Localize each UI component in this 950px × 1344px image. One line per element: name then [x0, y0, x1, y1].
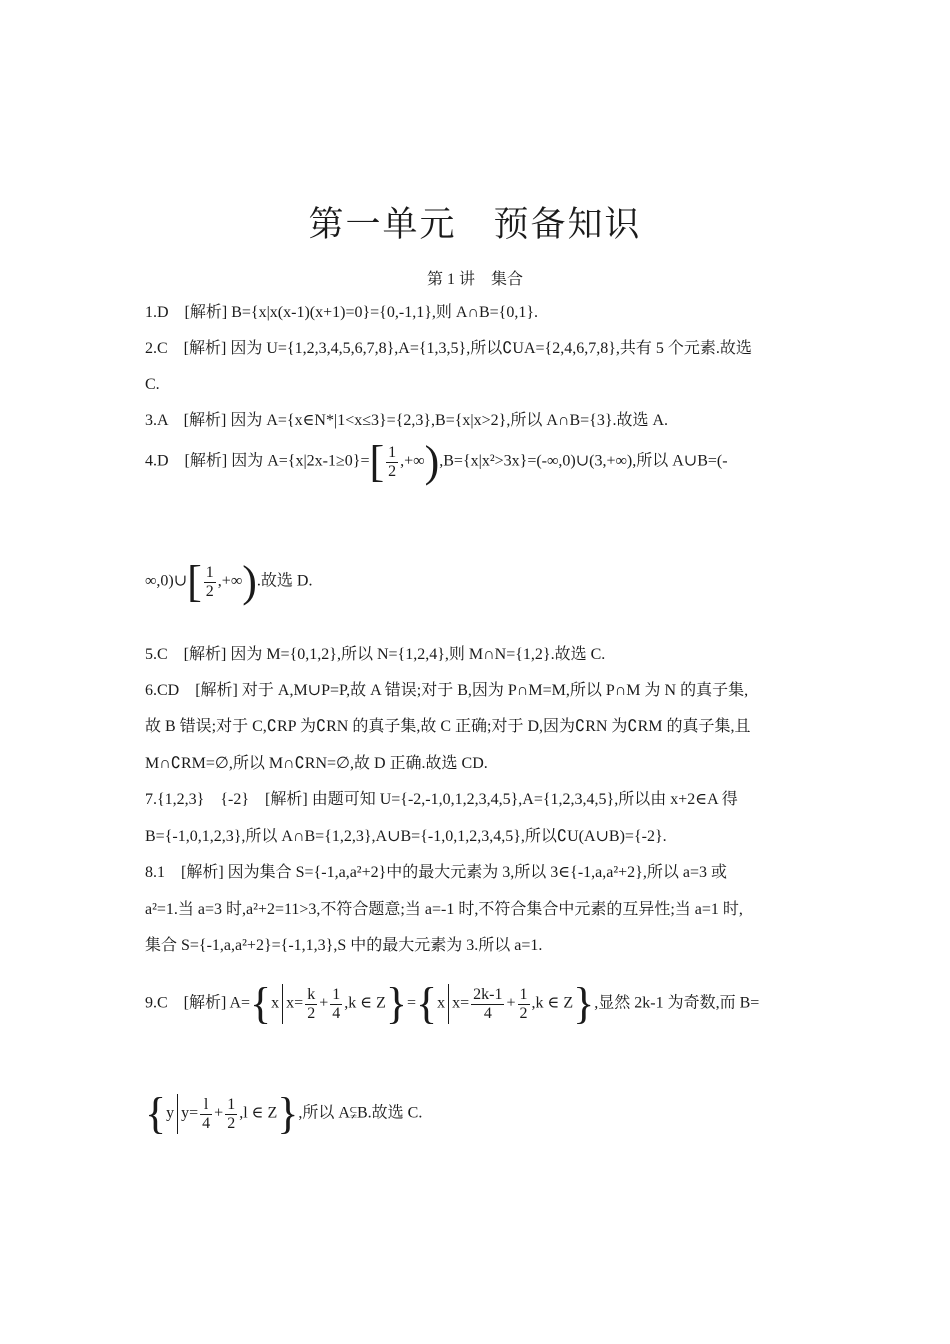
answer-9-text-c: ,所以 A⫋B.故选 C. [298, 1104, 423, 1122]
answer-7-line1: 7.{1,2,3} {-2} [解析] 由题可知 U={-2,-1,0,1,2,3,4,5},A={1,2,3,4,5},所以由 x+2∈A 得 [145, 791, 738, 808]
answer-8-line1: 8.1 [解析] 因为集合 S={-1,a,a²+2}中的最大元素为 3,所以 3∈{-1,a,a²+2},所以 a=3 或 [145, 864, 727, 881]
set-bar [282, 984, 283, 1024]
denominator: 4 [483, 1004, 492, 1022]
denominator: 2 [388, 462, 397, 480]
answer-4-line1 [145, 437, 810, 486]
fraction-k-2 [305, 986, 317, 1023]
k-in-z: ,k ∈ Z [344, 994, 386, 1012]
fraction-half [386, 444, 398, 481]
answer-9-text-b: ,显然 2k-1 为奇数,而 B= [594, 994, 760, 1012]
denominator: 2 [205, 582, 214, 600]
numerator: 2k-1 [473, 985, 503, 1003]
answer-8-line2: a²=1.当 a=3 时,a²+2=11>3,不符合题意;当 a=-1 时,不符合集合中元素的互异性;当 a=1 时, [145, 901, 743, 918]
answer-7-line2: B={-1,0,1,2,3},所以 A∩B={1,2,3},A∪B={-1,0,1,2,3,4,5},所以∁U(A∪B)={-2}. [145, 828, 667, 845]
denominator: 2 [307, 1004, 316, 1022]
answer-9-line1 [145, 979, 810, 1028]
equals-sign: = [406, 994, 416, 1012]
numerator: l [200, 1096, 212, 1115]
fraction-2k-4 [471, 986, 504, 1023]
answer-3: 3.A [解析] 因为 A={x∈N*|1<x≤3}={2,3},B={x|x>2},所以 A∩B={3}.故选 A. [145, 412, 669, 429]
answer-6-line3: M∩∁RM=∅,所以 M∩∁RN=∅,故 D 正确.故选 CD. [145, 755, 488, 772]
right-brace: } [385, 979, 407, 1028]
answer-4-line2 [145, 557, 810, 606]
plus-infinity: ,+∞ [400, 452, 425, 470]
answer-4-text-d: .故选 D. [256, 572, 313, 590]
numerator: 1 [227, 1095, 236, 1113]
fraction-1-4 [330, 986, 342, 1023]
denominator: 4 [332, 1004, 341, 1022]
y-equals: y= [181, 1104, 199, 1122]
set-bar [448, 984, 449, 1024]
var-y: y [166, 1104, 175, 1122]
denominator: 2 [519, 1004, 528, 1022]
x-equals: x= [286, 994, 304, 1012]
lesson-subtitle: 第 1 讲 集合 [426, 271, 523, 288]
answer-5: 5.C [解析] 因为 M={0,1,2},所以 N={1,2,4},则 M∩N={1,2}.故选 C. [145, 646, 606, 663]
numerator: 1 [519, 985, 528, 1003]
fraction-1-2 [225, 1096, 237, 1133]
plus-sign: + [319, 994, 329, 1012]
left-brace: { [416, 979, 438, 1028]
left-brace: { [250, 979, 272, 1028]
set-bar [177, 1094, 178, 1134]
x-equals: x= [452, 994, 470, 1012]
fraction-half [204, 564, 216, 601]
answer-2-line2: C. [145, 376, 160, 393]
plus-sign: + [214, 1104, 224, 1122]
unit-title: 第一单元 预备知识 [308, 205, 642, 245]
answer-8-line3: 集合 S={-1,a,a²+2}={-1,1,3},S 中的最大元素为 3.所以 a=1. [145, 937, 543, 954]
right-paren: ) [242, 557, 257, 606]
denominator: 4 [202, 1114, 211, 1132]
fraction-l-4 [200, 1096, 212, 1133]
plus-sign: + [506, 994, 516, 1012]
numerator: k [307, 985, 316, 1003]
var-x: x [437, 994, 446, 1012]
numerator: 1 [388, 443, 397, 461]
right-paren: ) [424, 437, 440, 486]
left-bracket: [ [369, 437, 385, 486]
denominator: 2 [227, 1114, 236, 1132]
plus-infinity: ,+∞ [217, 572, 243, 590]
fraction-1-2 [518, 986, 530, 1023]
answer-2-line1: 2.C [解析] 因为 U={1,2,3,4,5,6,7,8},A={1,3,5},所以∁UA={2,4,6,7,8},共有 5 个元素.故选 [145, 340, 752, 357]
answer-4-text-c: ∞,0)∪ [145, 572, 188, 590]
right-brace: } [573, 979, 595, 1028]
answer-6-line2: 故 B 错误;对于 C,∁RP 为∁RN 的真子集,故 C 正确;对于 D,因为∁RN 为∁RM 的真子集,且 [145, 718, 751, 735]
left-bracket: [ [187, 557, 202, 606]
answer-6-line1: 6.CD [解析] 对于 A,M∪P=P,故 A 错误;对于 B,因为 P∩M=M,所以 P∩M 为 N 的真子集, [145, 682, 749, 699]
k-in-z: ,k ∈ Z [531, 994, 574, 1012]
l-in-z: ,l ∈ Z [239, 1104, 278, 1122]
numerator: 1 [205, 563, 214, 581]
numerator: 1 [332, 985, 341, 1003]
left-brace: { [145, 1089, 167, 1138]
answer-9-text-a: 9.C [解析] A= [145, 994, 251, 1012]
answer-9-line2 [145, 1089, 810, 1138]
answer-1: 1.D [解析] B={x|x(x-1)(x+1)=0}={0,-1,1},则 A∩B={0,1}. [145, 304, 539, 321]
var-x: x [271, 994, 280, 1012]
answer-4-text-a: 4.D [解析] 因为 A={x|2x-1≥0}= [145, 452, 370, 470]
answer-4-text-b: ,B={x|x²>3x}=(-∞,0)∪(3,+∞),所以 A∪B=(- [439, 452, 728, 470]
right-brace: } [277, 1089, 299, 1138]
